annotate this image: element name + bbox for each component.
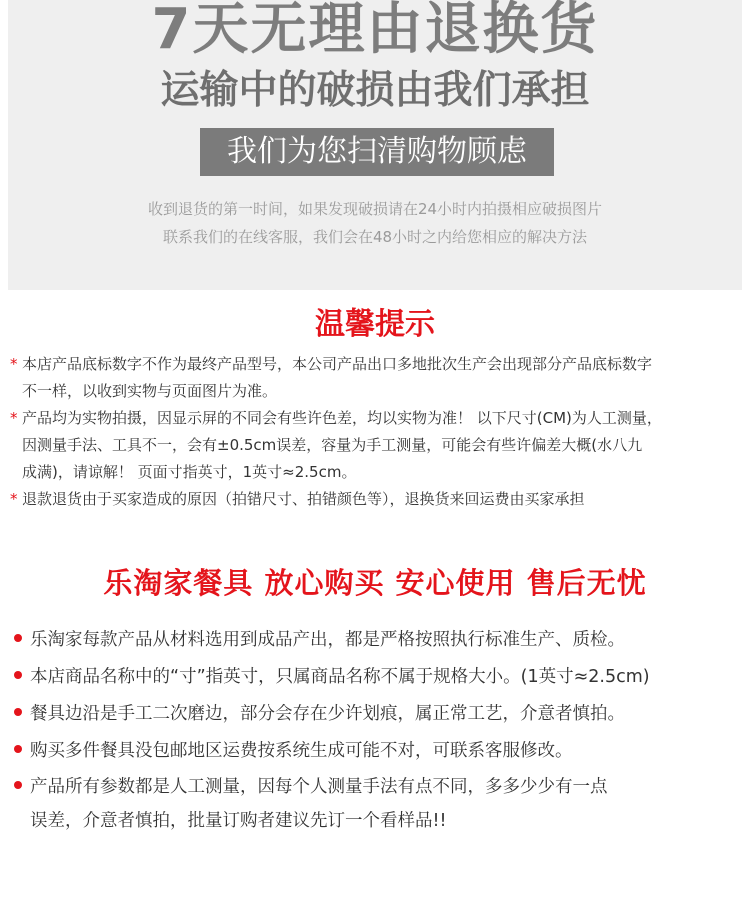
- asterisk-icon: *: [10, 490, 18, 508]
- list-item: [14, 623, 744, 657]
- list-item: [14, 734, 744, 768]
- tip-text: 退款退货由于买家造成的原因（拍错尺寸、拍错颜色等），退换货来回运费由买家承担: [22, 490, 585, 508]
- return-policy-headline: 7天无理由退换货: [151, 0, 599, 62]
- tip-text: 不一样，以收到实物与页面图片为准。: [22, 382, 278, 400]
- bullet-dot-icon: [14, 671, 22, 679]
- list-item: [14, 770, 744, 838]
- tip-item: [10, 351, 740, 405]
- bullet-dot-icon: [14, 634, 22, 642]
- asterisk-icon: *: [10, 355, 18, 373]
- list-item: [14, 660, 744, 694]
- tip-text: 因测量手法、工具不一，会有±0.5cm误差，容量为手工测量，可能会有些许偏差大概(水八九: [22, 436, 643, 454]
- tip-text: 产品均为实物拍摄，因显示屏的不同会有些许色差，均以实物为准！ 以下尺寸(CM)为人工测量，: [22, 409, 662, 427]
- list-item-text: 乐淘家每款产品从材料选用到成品产出，都是严格按照执行标准生产、质检。: [30, 630, 625, 650]
- bullet-dot-icon: [14, 708, 22, 716]
- tip-item: [10, 486, 740, 513]
- tip-text: 成满)，请谅解！ 页面寸指英寸，1英寸≈2.5cm。: [22, 463, 357, 481]
- tip-text: 本店产品底标数字不作为最终产品型号，本公司产品出口多地批次生产会出现部分产品底标数字: [22, 355, 653, 373]
- list-item: [14, 697, 744, 731]
- list-item-text: 餐具边沿是手工二次磨边，部分会存在少许划痕，属正常工艺，介意者慎拍。: [30, 704, 625, 724]
- bullet-dot-icon: [14, 745, 22, 753]
- asterisk-icon: *: [10, 409, 18, 427]
- list-item-text: 购买多件餐具没包邮地区运费按系统生成可能不对，可联系客服修改。: [30, 741, 573, 761]
- shopping-worry-banner: 我们为您扫清购物顾虑: [200, 128, 554, 176]
- list-item-text: 误差，介意者慎拍，批量订购者建议先订一个看样品!!: [30, 811, 447, 831]
- list-item-text: 本店商品名称中的“寸”指英寸，只属商品名称不属于规格大小。(1英寸≈2.5cm): [30, 667, 650, 687]
- warm-tips-title: 温馨提示: [315, 307, 435, 342]
- brand-slogan: 乐淘家餐具 放心购买 安心使用 售后无忧: [103, 566, 647, 600]
- list-item-text: 产品所有参数都是人工测量，因每个人测量手法有点不同，多多少少有一点: [30, 777, 608, 797]
- damage-policy-subheadline: 运输中的破损由我们承担: [160, 68, 590, 113]
- tip-item: [10, 405, 740, 486]
- return-instructions-line-2: 联系我们的在线客服，我们会在48小时之内给您相应的解决方法: [162, 228, 588, 246]
- bullet-dot-icon: [14, 781, 22, 789]
- return-instructions-line-1: 收到退货的第一时间，如果发现破损请在24小时内拍摄相应破损图片: [147, 200, 603, 218]
